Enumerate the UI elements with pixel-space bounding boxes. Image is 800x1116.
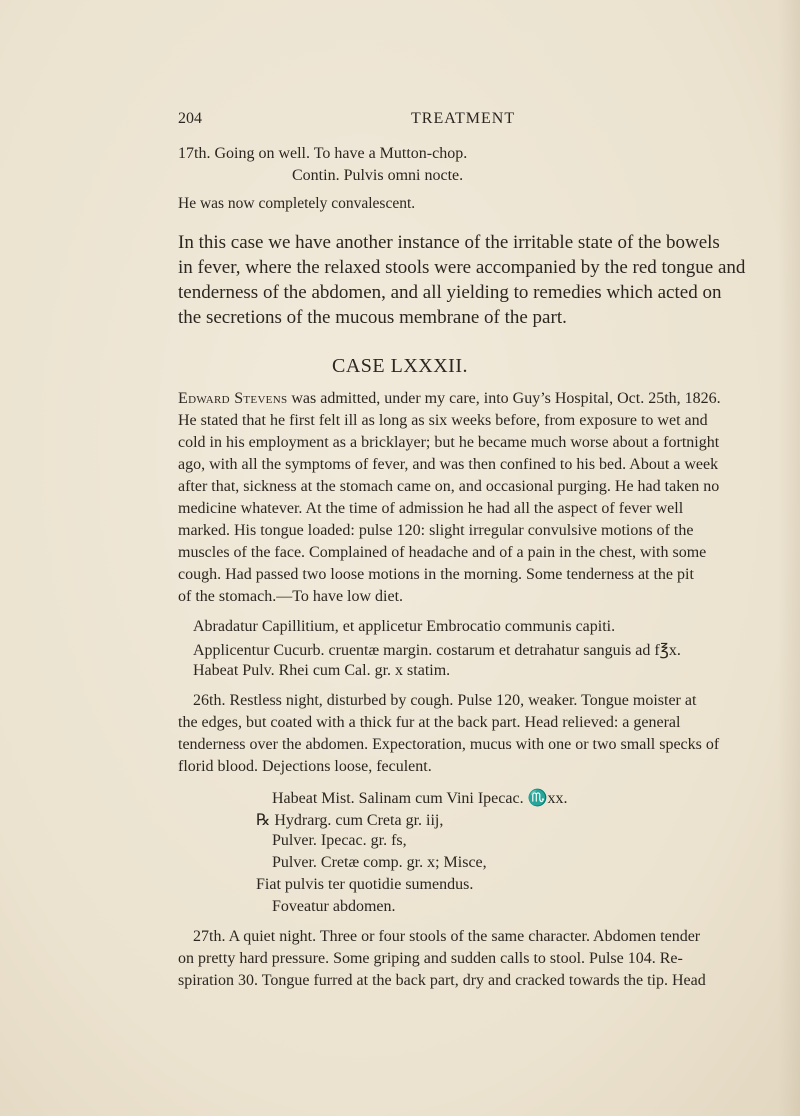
entry-27th-line: spiration 30. Tongue furred at the back part, dry and cracked towards the tip. Head	[178, 972, 706, 989]
convalescent-note: He was now completely convalescent.	[178, 195, 416, 212]
prescription-line: Foveatur abdomen.	[272, 898, 396, 915]
summary-line: the secretions of the mucous membrane of the part.	[178, 307, 567, 328]
patient-name: Edward Stevens	[178, 390, 288, 407]
prescription-line: Fiat pulvis ter quotidie sumendus.	[256, 876, 474, 893]
page-number: 204	[178, 110, 202, 127]
case-intro-line: after that, sickness at the stomach came on, and occasional purging. He had taken no	[178, 478, 720, 495]
case-intro-line: cough. Had passed two loose motions in the morning. Some tenderness at the pit	[178, 566, 694, 583]
case-intro-line: medicine whatever. At the time of admission he had all the aspect of fever well	[178, 500, 684, 517]
entry-27th-line: on pretty hard pressure. Some griping and sudden calls to stool. Pulse 104. Re-	[178, 950, 683, 967]
case-intro-line: marked. His tongue loaded: pulse 120: slight irregular convulsive motions of the	[178, 522, 694, 539]
entry-17th-line: 17th. Going on well. To have a Mutton-chop.	[178, 145, 468, 162]
prescription-line: Pulver. Cretæ comp. gr. x; Misce,	[272, 854, 487, 871]
entry-27th-line: 27th. A quiet night. Three or four stools of the same character. Abdomen tender	[193, 928, 701, 945]
entry-26th-line: florid blood. Dejections loose, feculent.	[178, 758, 432, 775]
case-title: CASE LXXXII.	[332, 355, 468, 377]
entry-26th-line: tenderness over the abdomen. Expectoration, mucus with one or two small specks of	[178, 736, 720, 753]
entry-26th-line: the edges, but coated with a thick fur at the back part. Head relieved: a general	[178, 714, 681, 731]
summary-line: in fever, where the relaxed stools were accompanied by the red tongue and	[178, 257, 746, 278]
entry-17th-prescription: Contin. Pulvis omni nocte.	[292, 167, 464, 184]
order-line: Habeat Pulv. Rhei cum Cal. gr. x statim.	[193, 662, 451, 679]
order-line: Abradatur Capillitium, et applicetur Embrocatio communis capiti.	[193, 618, 616, 635]
case-intro-line: ago, with all the symptoms of fever, and was then confined to his bed. About a week	[178, 456, 719, 473]
summary-line: tenderness of the abdomen, and all yielding to remedies which acted on	[178, 282, 722, 303]
entry-26th-line: 26th. Restless night, disturbed by cough. Pulse 120, weaker. Tongue moister at	[193, 692, 697, 709]
case-intro-first-line-text: was admitted, under my care, into Guy’s Hospital, Oct. 25th, 1826.	[287, 390, 721, 407]
summary-line: In this case we have another instance of the irritable state of the bowels	[178, 232, 720, 253]
prescription-line: ℞ Hydrarg. cum Creta gr. iij,	[256, 812, 444, 829]
running-title: TREATMENT	[411, 110, 516, 127]
case-intro-line: of the stomach.—To have low diet.	[178, 588, 404, 605]
running-header	[178, 110, 714, 130]
case-intro-line: cold in his employment as a bricklayer; but he became much worse about a fortnight	[178, 434, 720, 451]
case-intro-line: muscles of the face. Complained of headache and of a pain in the chest, with some	[178, 544, 707, 561]
case-intro-first-line	[178, 390, 721, 408]
page-edge-shadow	[778, 0, 800, 1116]
case-intro-line: He stated that he first felt ill as long as six weeks before, from exposure to wet and	[178, 412, 708, 429]
order-line: Applicentur Cucurb. cruentæ margin. costarum et detrahatur sanguis ad f℥x.	[193, 642, 681, 659]
prescription-line: Habeat Mist. Salinam cum Vini Ipecac. ♏xx.	[272, 790, 568, 807]
prescription-line: Pulver. Ipecac. gr. fs,	[272, 832, 407, 849]
